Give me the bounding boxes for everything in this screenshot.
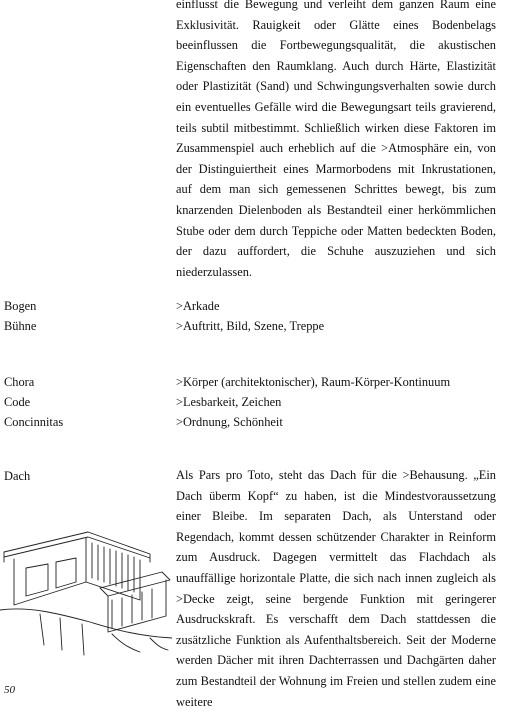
house-sketch-illustration xyxy=(0,510,172,660)
glossary-entry xyxy=(0,296,508,317)
glossary-entry xyxy=(0,372,508,393)
body-paragraph: einflusst die Bewegung und verleiht dem ganzen Raum eine Exklusivität. Rauigkeit oder Glätte eines Bodenbelags beeinflussen die Fortbewegungsqualität, die akustischen Eigenschaften den Raumklang. Auch durch Härte, Elastizität oder Plastizität (Sand) und Schwingungsverhalten sowie durch ein eventuelles Gefälle wird die Bewegungsart teils gravierend, teils subtil mitbestimmt. Schließlich wirken diese Faktoren im Zusammenspiel auch erheblich auf die >Atmosphäre ein, von der Distinguiertheit eines Marmorbodens mit Inkrustationen, auf dem man sich gemessenen Schrittes bewegt, bis zum knarzenden Dielenboden als Bestandteil einer herkömmlichen Stube oder dem durch Teppiche oder Matten bedeckten Boden, der dazu auffordert, die Schuhe auszuziehen und sich niederzulassen. xyxy=(176,0,496,279)
entry-reference: >Ordnung, Schönheit xyxy=(176,415,283,429)
glossary-entry xyxy=(0,392,508,413)
entry-reference: >Lesbarkeit, Zeichen xyxy=(176,395,282,409)
entry-reference: >Auftritt, Bild, Szene, Treppe xyxy=(176,319,325,333)
entry-term: Bogen xyxy=(4,299,37,313)
entry-reference: >Körper (architektonischer), Raum-Körper-Kontinuum xyxy=(176,375,451,389)
entry-term: Code xyxy=(4,395,31,409)
glossary-entry xyxy=(0,412,508,433)
entry-term: Dach xyxy=(4,469,31,483)
entry-term: Concinnitas xyxy=(4,415,64,429)
page-number: 50 xyxy=(4,684,15,696)
glossary-entry xyxy=(0,316,508,337)
entry-term: Bühne xyxy=(4,319,37,333)
entry-term: Chora xyxy=(4,375,35,389)
dach-paragraph: Als Pars pro Toto, steht das Dach für die >Behausung. „Ein Dach überm Kopf“ zu haben, ist die Mindestvoraussetzung einer Bleibe. Im separaten Dach, als Unterstand oder Regendach, kommt dessen schützender Charakter in Reinform zum Ausdruck. Dagegen vermittelt das Flachdach als unauffällige horizontale Platte, die sich nach innen zugleich als >Decke zeigt, seine bergende Funktion mit geringerer Ausdruckskraft. Es verschafft dem Dach stattdessen die zusätzliche Funktion als Aufenthaltsbereich. Seit der Moderne werden Dächer mit ihren Dachterrassen und Dachgärten daher zum Bestandteil der Wohnung im Freien und stellen zudem eine weitere xyxy=(176,468,496,709)
entry-reference: >Arkade xyxy=(176,299,220,313)
